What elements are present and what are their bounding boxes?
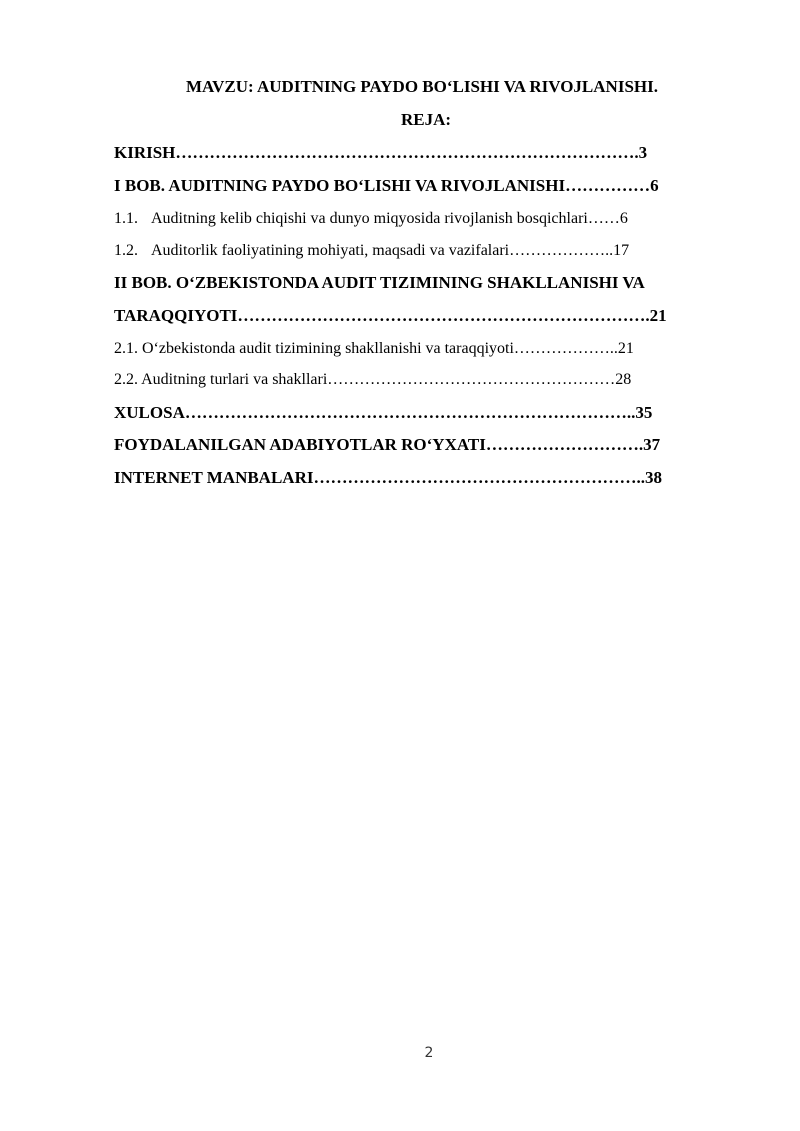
toc-entry-bob1: I BOB. AUDITNING PAYDO BO‘LISHI VA RIVOJLANISHI……………6 — [114, 176, 659, 195]
toc-entry-foydalanilgan: FOYDALANILGAN ADABIYOTLAR RO‘YXATI……………………….37 — [114, 435, 661, 454]
toc-entry-section-2-1: 2.1. O‘zbekistonda audit tizimining shakllanishi va taraqqiyoti………………..21 — [114, 340, 634, 357]
toc-section-number: 1.2. — [114, 242, 138, 259]
toc-entry-section-1-1 — [114, 210, 726, 228]
toc-entry-section-2-2: 2.2. Auditning turlari va shakllari………………………………………………28 — [114, 371, 632, 388]
toc-entry-bob2-line2: TARAQQIYOTI……………………………………………………………….21 — [114, 306, 667, 325]
toc-entry-xulosa: XULOSA……………………………………………………………………..35 — [114, 403, 653, 422]
toc-entry-bob2-line1: II BOB. O‘ZBEKISTONDA AUDIT TIZIMINING SHAKLLANISHI VA — [114, 273, 645, 292]
toc-section-label: Auditorlik faoliyatining mohiyati, maqsadi va vazifalari………………..17 — [151, 242, 630, 259]
toc-entry-kirish: KIRISH……………………………………………………………………….3 — [114, 143, 648, 162]
toc-section-label: Auditning kelib chiqishi va dunyo miqyosida rivojlanish bosqichlari……6 — [151, 210, 628, 227]
page-number: 2 — [424, 1045, 434, 1061]
toc-entry-internet: INTERNET MANBALARI…………………………………………………..38 — [114, 468, 662, 487]
toc-section-number: 1.1. — [114, 210, 138, 227]
document-title: MAVZU: AUDITNING PAYDO BO‘LISHI VA RIVOJLANISHI. — [186, 77, 658, 96]
toc-entry-section-1-2 — [114, 242, 726, 260]
document-subtitle: REJA: — [400, 110, 452, 129]
